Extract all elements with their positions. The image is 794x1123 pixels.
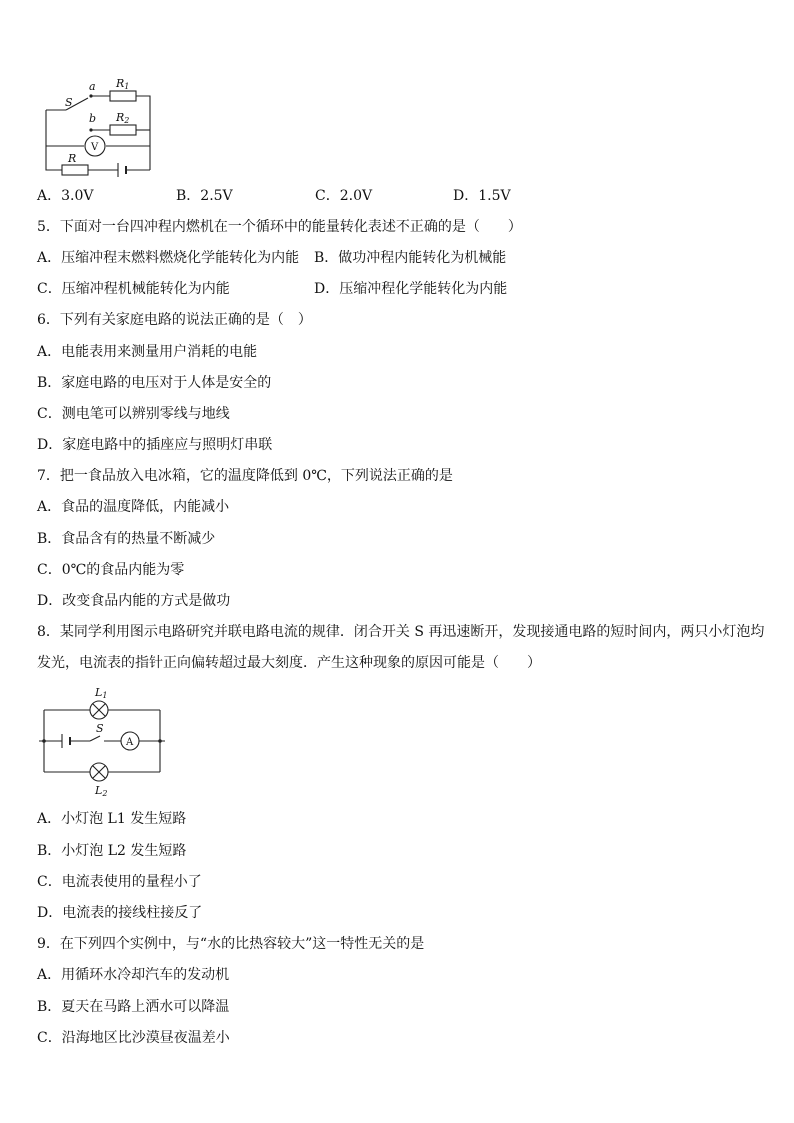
label-l2: L2 [95, 784, 108, 798]
lamp-l1 [90, 701, 108, 719]
q9-option-b[interactable]: B．夏天在马路上洒水可以降温 [37, 999, 230, 1015]
lamp-l2 [90, 763, 108, 781]
q7-option-d[interactable]: D．改变食品内能的方式是做功 [37, 593, 231, 609]
q6-option-a[interactable]: A．电能表用来测量用户消耗的电能 [37, 344, 258, 360]
contact-a [89, 94, 92, 97]
q5-option-c[interactable]: C．压缩冲程机械能转化为内能 [37, 281, 230, 297]
q9-option-c[interactable]: C．沿海地区比沙漠昼夜温差小 [37, 1030, 230, 1046]
label-r2: R2 [116, 111, 130, 125]
resistor-r2 [110, 125, 136, 135]
voltmeter-label: V [91, 142, 99, 153]
q9-option-a[interactable]: A．用循环水冷却汽车的发动机 [37, 967, 230, 983]
q5-option-d[interactable]: D．压缩冲程化学能转化为内能 [314, 281, 508, 297]
q4-option-b[interactable]: B．2.5V [176, 188, 233, 204]
q6-option-c[interactable]: C．测电笔可以辨别零线与地线 [37, 406, 230, 422]
label-r: R [68, 152, 77, 165]
q8-option-a[interactable]: A．小灯泡 L1 发生短路 [37, 811, 187, 827]
junction-left [42, 739, 46, 743]
q7-option-a[interactable]: A．食品的温度降低，内能减小 [37, 499, 230, 515]
q5-option-b[interactable]: B．做功冲程内能转化为机械能 [314, 250, 507, 266]
resistor-r [62, 165, 88, 175]
contact-b [89, 128, 92, 131]
q4-option-d[interactable]: D．1.5V [453, 188, 511, 204]
q4-option-c[interactable]: C．2.0V [315, 188, 373, 204]
q8-option-d[interactable]: D．电流表的接线柱接反了 [37, 905, 203, 921]
q6-stem: 6．下列有关家庭电路的说法正确的是（ ） [37, 312, 312, 328]
label-a: a [89, 80, 96, 93]
label-l1: L1 [95, 686, 108, 700]
ammeter-label: A [126, 737, 134, 748]
q8-option-b[interactable]: B．小灯泡 L2 发生短路 [37, 843, 187, 859]
q6-option-b[interactable]: B．家庭电路的电压对于人体是安全的 [37, 375, 272, 391]
q4-option-a[interactable]: A．3.0V [37, 188, 94, 204]
label-r1: R1 [116, 77, 130, 91]
label-s: S [65, 96, 73, 109]
junction-right [158, 739, 162, 743]
q8-stem-line2: 发光，电流表的指针正向偏转超过最大刻度．产生这种现象的原因可能是（ ） [37, 655, 541, 671]
label-switch-s: S [96, 722, 104, 735]
q8-option-c[interactable]: C．电流表使用的量程小了 [37, 874, 202, 890]
q6-option-d[interactable]: D．家庭电路中的插座应与照明灯串联 [37, 437, 273, 453]
circuit-diagram-1 [40, 74, 160, 180]
q7-option-c[interactable]: C．0℃的食品内能为零 [37, 562, 185, 578]
q7-option-b[interactable]: B．食品含有的热量不断减少 [37, 531, 216, 547]
q8-stem-line1: 8．某同学利用图示电路研究并联电路电流的规律．闭合开关 S 再迅速断开，发现接通电路的短时间内，两只小灯泡均 [37, 624, 765, 640]
resistor-r1 [110, 91, 136, 101]
q9-stem: 9．在下列四个实例中，与“水的比热容较大”这一特性无关的是 [37, 936, 425, 952]
q5-stem: 5．下面对一台四冲程内燃机在一个循环中的能量转化表述不正确的是（ ） [37, 219, 522, 235]
label-b: b [89, 112, 97, 125]
circuit-diagram-2 [38, 684, 168, 798]
q5-option-a[interactable]: A．压缩冲程末燃料燃烧化学能转化为内能 [37, 250, 300, 266]
q7-stem: 7．把一食品放入电冰箱，它的温度降低到 0℃，下列说法正确的是 [37, 468, 453, 484]
